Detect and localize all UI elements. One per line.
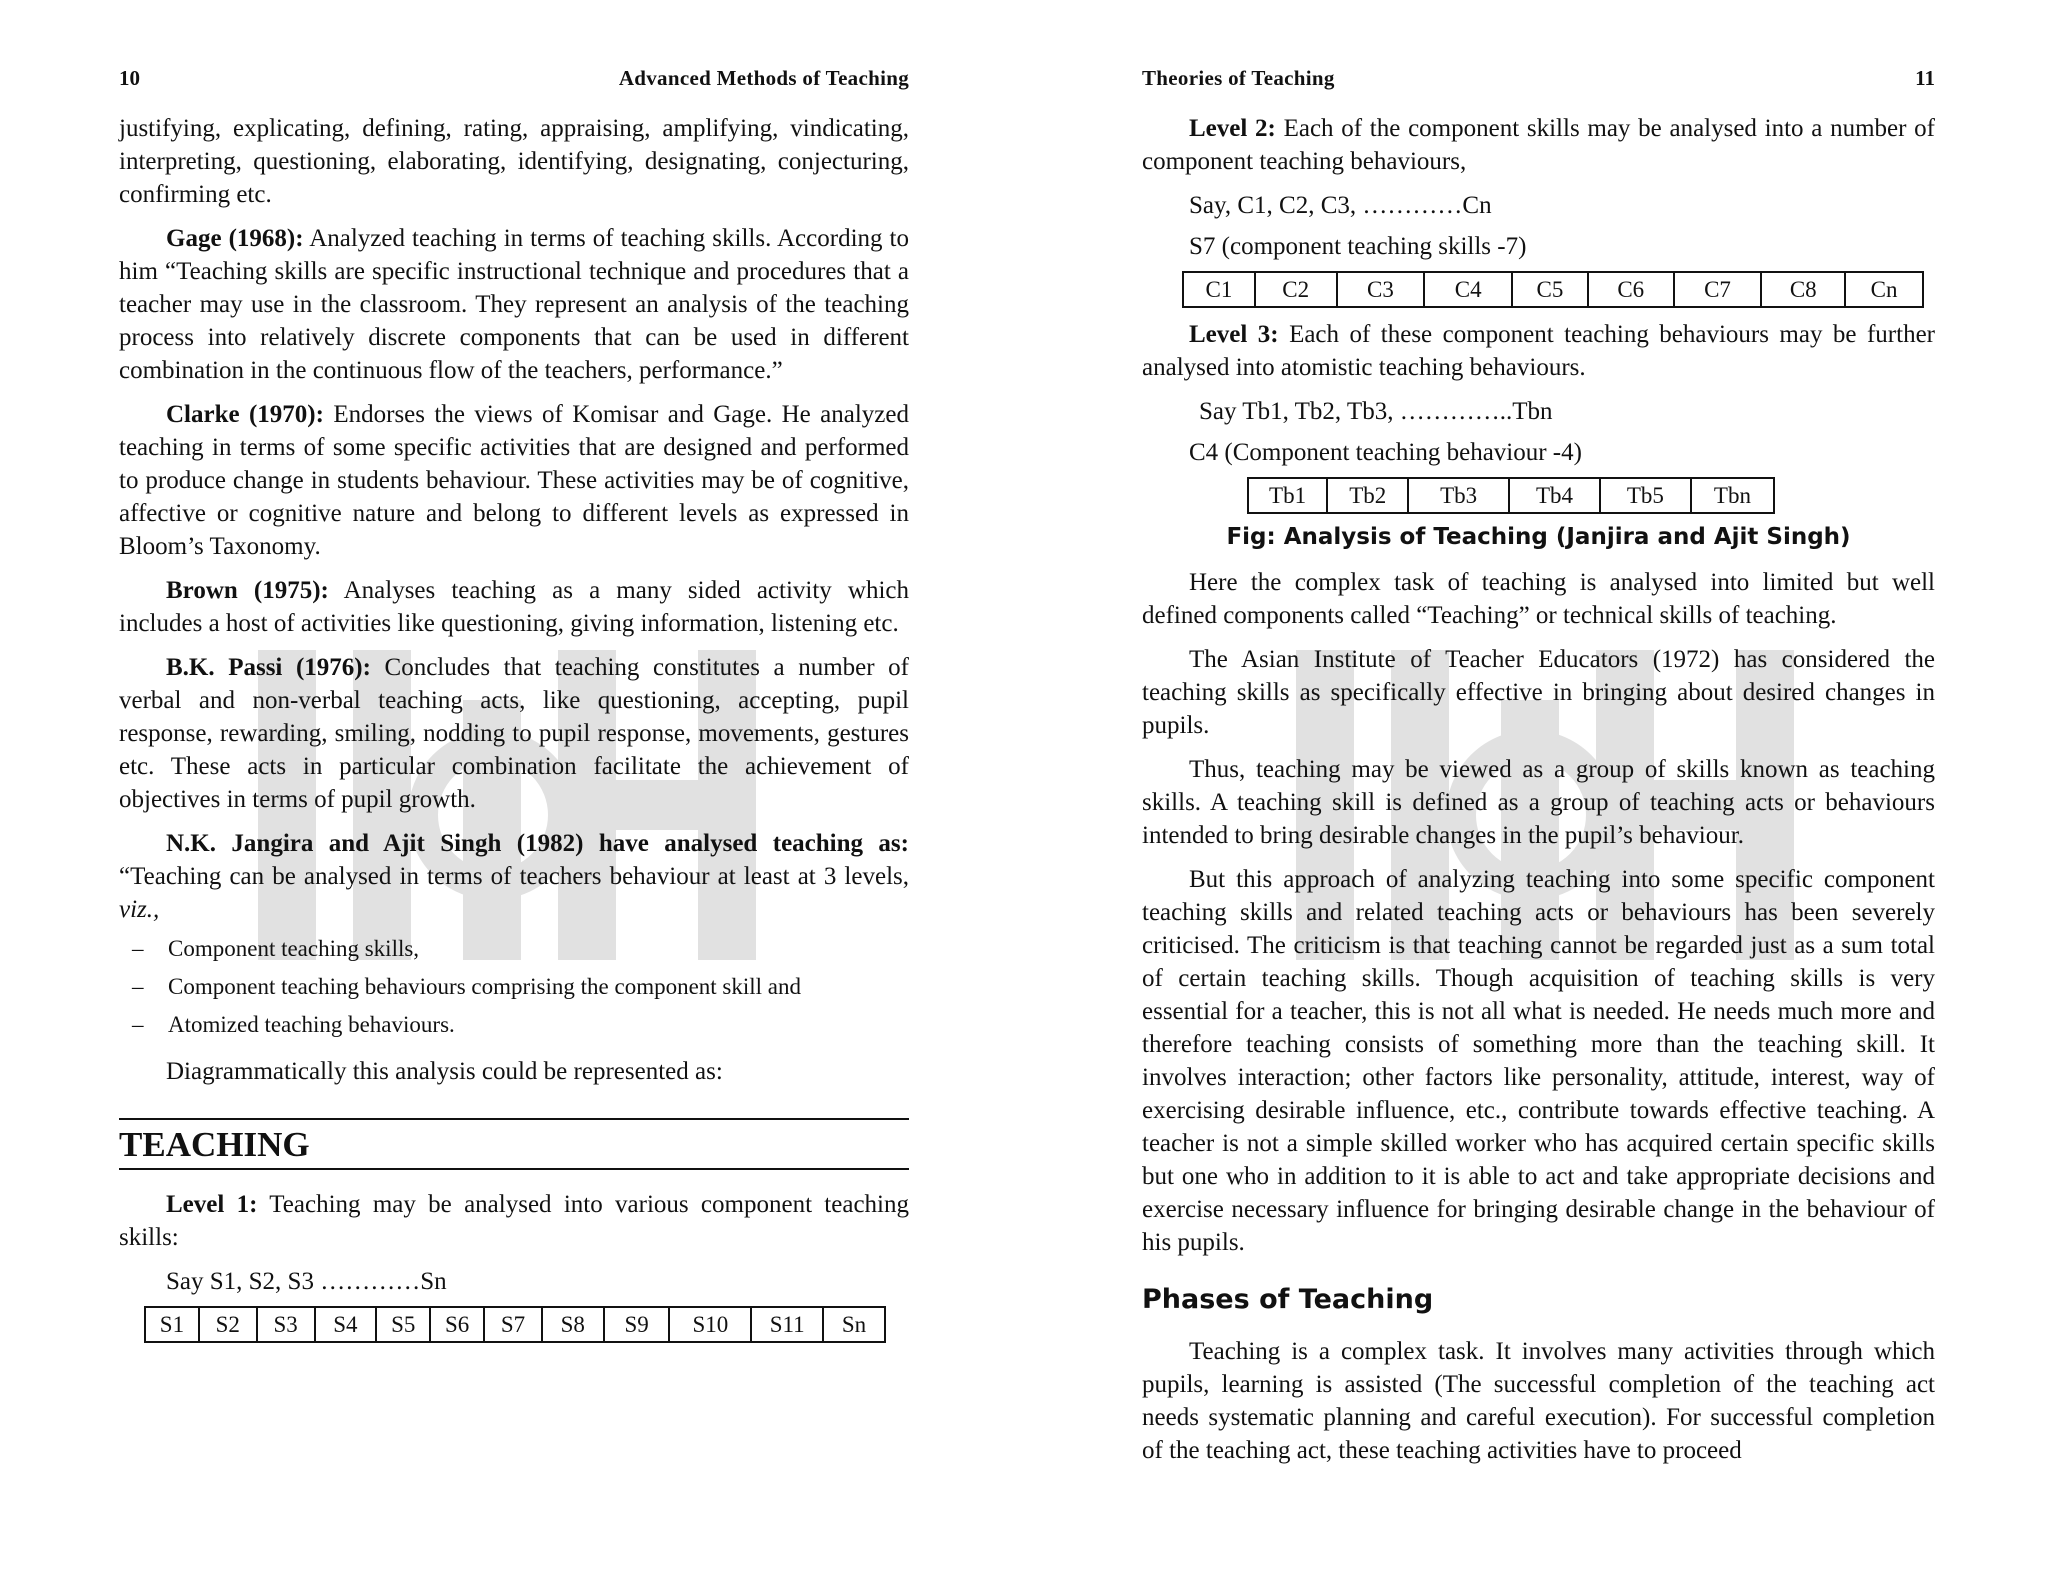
behaviour-cell: C2 <box>1255 272 1337 307</box>
paragraph-diagram-intro: Diagrammatically this analysis could be represented as: <box>166 1058 723 1085</box>
component-behaviours-table <box>1182 271 1924 308</box>
atomistic-cell: Tb1 <box>1248 478 1327 513</box>
gage-text: Analyzed teaching in terms of teaching skills. According to him “Teaching skills are specific instructional technique and procedures that a teacher may use in the classroom. They represent an analysis of the teaching process into relatively discrete components that can be used in different combination in the continuous flow of the teachers, performance.” <box>119 225 909 384</box>
atomistic-cell: Tb2 <box>1327 478 1408 513</box>
atomistic-cell: Tbn <box>1691 478 1774 513</box>
skill-cell: S5 <box>376 1307 430 1342</box>
level2-text: Each of the component skills may be analysed into a number of component teaching behaviours, <box>1142 115 1935 175</box>
right-page <box>1142 0 1935 1582</box>
atomistic-cell: Tb5 <box>1600 478 1691 513</box>
teaching-heading: TEACHING <box>119 1118 909 1170</box>
dash-bullet: – <box>132 974 144 999</box>
skill-cell: S4 <box>315 1307 377 1342</box>
jangira-text: “Teaching can be analysed in terms of teachers behaviour at least at 3 levels, <box>119 863 909 890</box>
paragraph-intro: justifying, explicating, defining, rating, appraising, amplifying, vindicating, interpreting, questioning, elaborating, identifying, designating, conjecturing, confirming etc. <box>119 115 909 208</box>
level3-text: Each of these component teaching behaviours may be further analysed into atomistic teaching behaviours. <box>1142 321 1935 381</box>
level1-lead: Level 1: <box>166 1191 258 1218</box>
skill-cell: S3 <box>257 1307 315 1342</box>
level3-lead: Level 3: <box>1189 321 1279 348</box>
skill-cell: S9 <box>604 1307 670 1342</box>
behaviour-cell: C7 <box>1674 272 1762 307</box>
behaviour-cell: C3 <box>1337 272 1425 307</box>
figure-caption: Fig: Analysis of Teaching (Janjira and Ajit Singh) <box>1226 524 1851 550</box>
passi-text: Concludes that teaching constitutes a number of verbal and non-verbal teaching acts, like questioning, accepting, pupil response, rewarding, smiling, nodding to pupil response, movements, gestures etc. These acts in particular combination facilitate the achievement of objectives in terms of pupil growth. <box>119 654 909 813</box>
dash-bullet: – <box>132 936 144 961</box>
page-number: 10 <box>119 66 140 90</box>
right-page-content <box>1142 112 1935 1478</box>
say-tb-line: Say Tb1, Tb2, Tb3, …………..Tbn <box>1199 398 1553 425</box>
behaviour-cell: C6 <box>1588 272 1674 307</box>
behaviour-cell: C8 <box>1761 272 1845 307</box>
skill-cell: S11 <box>751 1307 823 1342</box>
level2-lead: Level 2: <box>1189 115 1276 142</box>
paragraph-thus: Thus, teaching may be viewed as a group of skills known as teaching skills. A teaching skill is defined as a group of teaching acts or behaviours intended to bring desirable changes in the pupil’s behaviour. <box>1142 756 1935 849</box>
behaviour-cell: Cn <box>1845 272 1923 307</box>
skill-cell: S7 <box>484 1307 542 1342</box>
paragraph-level1 <box>119 1188 909 1254</box>
skill-cell: S2 <box>199 1307 257 1342</box>
clarke-text: Endorses the views of Komisar and Gage. He analyzed teaching in terms of some specific activities that are designed and performed to produce change in students behaviour. These activities may be of cognitive, affective or cognitive nature and belong to different levels as expressed in Bloom’s Taxonomy. <box>119 401 909 560</box>
paragraph-here: Here the complex task of teaching is analysed into limited but well defined components called “Teaching” or technical skills of teaching. <box>1142 569 1935 629</box>
brown-text: Analyses teaching as a many sided activity which includes a host of activities like questioning, giving information, listening etc. <box>119 577 909 637</box>
jangira-lead: N.K. Jangira and Ajit Singh (1982) have analysed teaching as: <box>166 830 909 857</box>
level1-text: Teaching may be analysed into various component teaching skills: <box>119 1191 909 1251</box>
c4-label: C4 (Component teaching behaviour -4) <box>1189 439 1582 466</box>
atomistic-behaviours-table <box>1247 477 1775 514</box>
running-title: Advanced Methods of Teaching <box>618 66 909 90</box>
paragraph-brown <box>119 574 909 640</box>
passi-lead: B.K. Passi (1976): <box>166 654 371 681</box>
paragraph-passi <box>119 651 909 816</box>
skill-cell: S8 <box>542 1307 604 1342</box>
left-page <box>119 0 909 1582</box>
skill-cell: S1 <box>145 1307 199 1342</box>
levels-list <box>119 930 909 1044</box>
running-head-left <box>119 66 909 96</box>
skill-cell: S6 <box>430 1307 484 1342</box>
gage-lead: Gage (1968): <box>166 225 304 252</box>
skills-table <box>144 1306 886 1343</box>
atomistic-cell: Tb3 <box>1408 478 1509 513</box>
paragraph-level3 <box>1142 318 1935 384</box>
atomistic-cell: Tb4 <box>1509 478 1600 513</box>
paragraph-jangira <box>119 827 909 926</box>
s7-label: S7 (component teaching skills -7) <box>1189 233 1527 260</box>
paragraph-level2 <box>1142 112 1935 178</box>
paragraph-criticism: But this approach of analyzing teaching into some specific component teaching skills and related teaching acts or behaviours has been severely criticised. The criticism is that teaching cannot be regarded just as a sum total of certain teaching skills. Though acquisition of teaching skills is very essential for a teacher, this is not all what is needed. He needs much more and therefore teaching consists of something more than the teaching skill. It involves interaction; other factors like personality, attitude, interest, way of exercising desirable influence, etc., contribute towards effective teaching. A teacher is not a simple skilled worker who has acquired certain specific skills but one who in addition to it is able to act and take appropriate decisions and exercise necessary influence for bringing desirable change in the behaviour of his pupils. <box>1142 866 1935 1256</box>
say-s-line: Say S1, S2, S3 …………Sn <box>166 1268 447 1295</box>
dash-bullet: – <box>132 1012 144 1037</box>
behaviour-cell: C5 <box>1512 272 1588 307</box>
page-number: 11 <box>1915 66 1935 90</box>
jangira-viz: viz., <box>119 896 160 923</box>
list-item: – Component teaching behaviours comprising the component skill and <box>132 968 909 1006</box>
running-head-right <box>1142 66 1935 96</box>
phases-heading: Phases of Teaching <box>1142 1284 1434 1315</box>
paragraph-gage <box>119 222 909 387</box>
paragraph-asian: The Asian Institute of Teacher Educators (1972) has considered the teaching skills as specifically effective in bringing about desired changes in pupils. <box>1142 646 1935 739</box>
skill-cell: Sn <box>823 1307 885 1342</box>
left-page-content <box>119 112 909 1353</box>
behaviour-cell: C4 <box>1424 272 1512 307</box>
say-c-line: Say, C1, C2, C3, …………Cn <box>1189 192 1492 219</box>
paragraph-phases: Teaching is a complex task. It involves many activities through which pupils, learning is assisted (The successful completion of the teaching act needs systematic planning and careful execution). For successful completion of the teaching act, these teaching activities have to proceed <box>1142 1338 1935 1464</box>
running-title: Theories of Teaching <box>1142 66 1335 90</box>
brown-lead: Brown (1975): <box>166 577 329 604</box>
clarke-lead: Clarke (1970): <box>166 401 324 428</box>
list-item: – Atomized teaching behaviours. <box>132 1006 909 1044</box>
paragraph-clarke <box>119 398 909 563</box>
list-item: – Component teaching skills, <box>132 930 909 968</box>
skill-cell: S10 <box>669 1307 751 1342</box>
behaviour-cell: C1 <box>1183 272 1255 307</box>
